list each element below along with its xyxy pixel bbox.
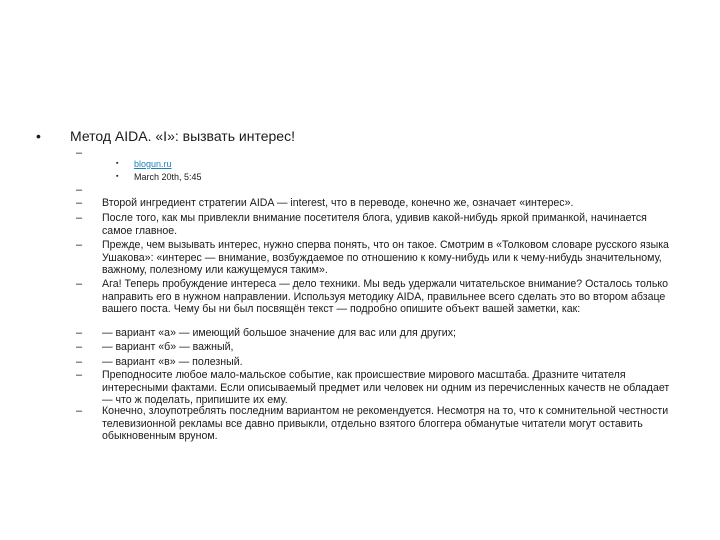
dash-marker: – [76, 327, 83, 339]
dash-marker: – [76, 341, 83, 353]
list-item: Преподносите любое мало-мальское событие, как происшествие мирового масштаба. Дразните читателя интересными фактами. Если описываемый предмет или человек ни одним из перечисленных качеств не обладает — что ж поделать, припишите их ему. [102, 369, 670, 407]
list-item: После того, как мы привлекли внимание посетителя блога, удивив какой-нибудь яркой приманкой, начинается самое главное. [102, 212, 647, 237]
dash-marker: – [76, 197, 83, 209]
list-item: Второй ингредиент стратегии AIDA — interest, что в переводе, конечно же, означает «интерес». [102, 197, 574, 209]
blog-link[interactable]: blogun.ru [134, 159, 172, 169]
meta-bullet: ▪ [116, 173, 119, 180]
slide-title: Метод AIDA. «I»: вызвать интерес! [70, 128, 295, 144]
list-item: — вариант «б» — важный, [102, 341, 234, 353]
dash-marker: – [76, 212, 83, 224]
list-item: — вариант «в» — полезный. [102, 356, 243, 368]
meta-bullet: ▪ [116, 160, 119, 167]
list-item: Ага! Теперь пробуждение интереса — дело техники. Мы ведь удержали читательское внимание? Осталось только направить его в нужном направлении. Используя методику AIDA, правильнее всего сделать это во втором абзаце вашего поста. Чему бы ни был посвящён текст — подробно опишите объект вашей заметки, как: [102, 278, 668, 316]
dash-marker: – [76, 369, 83, 381]
dash-marker: – [76, 405, 83, 417]
post-date: March 20th, 5:45 [134, 172, 202, 182]
list-item: Конечно, злоупотреблять последним вариантом не рекомендуется. Несмотря на то, что к сомнительной честности телевизионной рекламы все давно привыкли, отдельно взятого блоггера обманутые читатели могут оставить обыкновенным вруном. [102, 405, 669, 443]
list-item: — вариант «а» — имеющий большое значение для вас или для других; [102, 327, 456, 339]
list-item: Прежде, чем вызывать интерес, нужно сперва понять, что он такое. Смотрим в «Толковом словаре русского языка Ушакова»: «интерес — внимание, возбуждаемое по отношению к кому-нибудь или к чему-нибудь значительному, важному, полезному или кажущемуся таким». [102, 239, 669, 277]
dash-marker: – [76, 356, 83, 368]
dash-marker: – [76, 278, 83, 290]
dash-marker: – [76, 239, 83, 251]
dash-marker: – [76, 184, 83, 196]
title-bullet: • [36, 128, 41, 144]
dash-marker: – [76, 147, 83, 159]
